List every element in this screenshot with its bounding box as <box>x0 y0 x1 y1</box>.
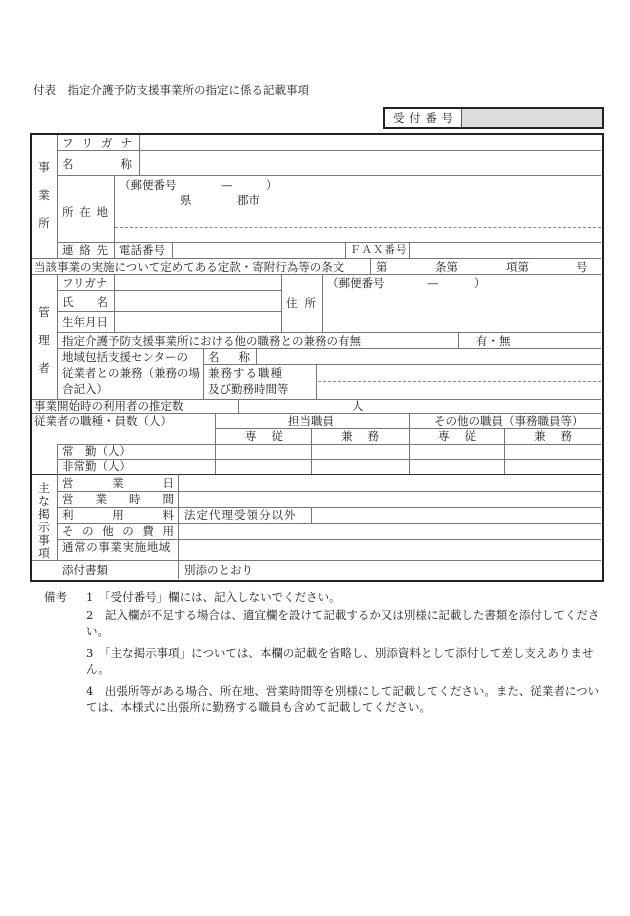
office-fax-label: ＦＡＸ番号 <box>350 244 408 256</box>
business-hours-label: 営 業 時 間 <box>62 492 174 506</box>
manager-name-field[interactable] <box>115 291 280 311</box>
staff-parttime-assigned-full[interactable] <box>216 460 311 473</box>
office-city-label: 郡市 <box>237 193 260 207</box>
office-section-label: 事 業 所 <box>38 160 50 230</box>
service-area-field[interactable] <box>179 540 600 559</box>
office-name-field[interactable] <box>140 151 600 175</box>
staff-fulltime-assigned-full[interactable] <box>216 445 311 458</box>
manager-postal-dash: — <box>427 276 439 290</box>
attachments-label: 添付書類 <box>62 563 108 577</box>
business-days-field[interactable] <box>179 475 600 489</box>
staff-col-full-1: 専 従 <box>245 429 283 443</box>
office-postal-close: ） <box>266 178 278 192</box>
office-fax-field[interactable] <box>410 243 600 257</box>
manager-birth-field[interactable] <box>115 312 280 331</box>
staff-group-2: その他の職員（事務職員等） <box>434 414 584 428</box>
staff-label: 従業者の職種・員数（人） <box>34 414 172 428</box>
manager-furigana-field[interactable] <box>115 275 280 289</box>
manager-center-label-3: 合記入） <box>62 382 108 396</box>
office-postal-label: （郵便番号 <box>119 178 177 192</box>
fee-value-label: 法定代理受領分以外 <box>184 508 297 522</box>
manager-address-label: 住 所 <box>286 296 316 310</box>
office-prefecture-label: 県 <box>180 193 192 207</box>
articles-dai: 第 <box>376 260 388 274</box>
office-name-label: 名 称 <box>62 157 132 171</box>
manager-center-name-label: 名 称 <box>208 350 250 364</box>
office-address-field-2[interactable] <box>115 228 600 242</box>
office-furigana-label: フ リ ガ ナ <box>62 136 132 150</box>
manager-name-label: 氏 名 <box>62 295 108 309</box>
articles-kodai: 項第 <box>506 260 529 274</box>
manager-postal-close: ） <box>474 276 486 290</box>
manager-address-field[interactable] <box>323 275 600 331</box>
staff-col-full-2: 専 従 <box>438 429 476 443</box>
manager-concurrent-value[interactable]: 有・無 <box>476 334 511 348</box>
users-estimate-label: 事業開始時の利用者の推定数 <box>34 399 184 413</box>
remarks-item-1: 1 「受付番号」欄には、記入しないでください。 <box>86 590 341 604</box>
service-area-label: 通常の事業実施地域 <box>62 540 171 554</box>
receipt-number-label: 受 付 番 号 <box>393 111 453 125</box>
manager-concurrent-label: 指定介護予防支援事業所における他の職務との兼務の有無 <box>62 334 361 348</box>
manager-center-name-field[interactable] <box>257 349 600 363</box>
manager-furigana-label: フリガナ <box>62 276 108 290</box>
manager-center-label-1: 地域包括支援センターの <box>62 350 189 364</box>
office-address-field[interactable] <box>115 176 600 226</box>
articles-field[interactable] <box>390 259 575 273</box>
staff-group-1: 担当職員 <box>288 414 334 428</box>
office-contact-label: 連 絡 先 <box>62 243 108 257</box>
staff-parttime-assigned-concurrent[interactable] <box>312 460 408 473</box>
articles-label: 当該事業の実施について定めてある定款・寄附行為等の条文 <box>34 260 345 274</box>
business-days-label: 営 業 日 <box>62 476 174 490</box>
manager-birth-label: 生年月日 <box>62 315 108 329</box>
office-phone-field[interactable] <box>173 243 345 257</box>
staff-parttime-other-concurrent[interactable] <box>505 460 600 473</box>
staff-parttime-other-full[interactable] <box>410 460 504 473</box>
staff-row-parttime-label: 非常勤（人） <box>62 459 131 473</box>
staff-col-concurrent-1: 兼 務 <box>341 429 379 443</box>
staff-fulltime-assigned-concurrent[interactable] <box>312 445 408 458</box>
users-estimate-unit: 人 <box>352 399 364 413</box>
staff-fulltime-other-full[interactable] <box>410 445 504 458</box>
form-title: 付表 指定介護予防支援事業所の指定に係る記載事項 <box>33 83 309 97</box>
office-address-label: 所 在 地 <box>62 205 108 219</box>
remarks-item-4: 4 出張所等がある場合、所在地、営業時間等を別様にして記載してください。また、従業者については、本様式に出張所に勤務する職員も含めて記載してください。 <box>86 684 600 714</box>
office-phone-label: 電話番号 <box>119 243 165 257</box>
receipt-number-box <box>383 107 604 129</box>
fee-field[interactable] <box>312 508 600 522</box>
manager-center-label-2: 従業者との兼務（兼務の場 <box>62 366 200 380</box>
receipt-number-field[interactable] <box>462 109 602 127</box>
other-fees-field[interactable] <box>179 524 600 538</box>
other-fees-label: そ の 他 の 費 用 <box>62 524 174 538</box>
office-postal-dash: — <box>221 178 233 192</box>
staff-col-concurrent-2: 兼 務 <box>534 429 572 443</box>
attachments-value: 別添のとおり <box>184 563 253 577</box>
notices-section-label: 主 な 掲 示 事 項 <box>38 481 50 560</box>
manager-section-label: 管 理 者 <box>38 305 50 375</box>
articles-go: 号 <box>576 260 588 274</box>
manager-job-label-2: 及び勤務時間等 <box>208 382 289 396</box>
staff-fulltime-other-concurrent[interactable] <box>505 445 600 458</box>
manager-job-label-1: 兼務する職種 <box>208 366 283 380</box>
remarks-item-2: 2 記入欄が不足する場合は、適宜欄を設けて記載するか又は別様に記載した書類を添付してください。 <box>86 608 600 638</box>
fee-label: 利 用 料 <box>62 508 174 522</box>
staff-row-fulltime-label: 常 勤（人） <box>62 444 131 458</box>
remarks-item-3: 3 「主な掲示事項」については、本欄の記載を省略し、別添資料として添付して差し支えありません。 <box>86 646 594 676</box>
users-estimate-field[interactable] <box>239 400 349 412</box>
remarks-label: 備考 <box>44 590 67 604</box>
office-furigana-field[interactable] <box>140 136 600 150</box>
articles-jodai: 条第 <box>435 260 458 274</box>
manager-postal-label: （郵便番号 <box>327 276 385 290</box>
business-hours-field[interactable] <box>179 492 600 506</box>
manager-job-field[interactable] <box>317 365 600 398</box>
